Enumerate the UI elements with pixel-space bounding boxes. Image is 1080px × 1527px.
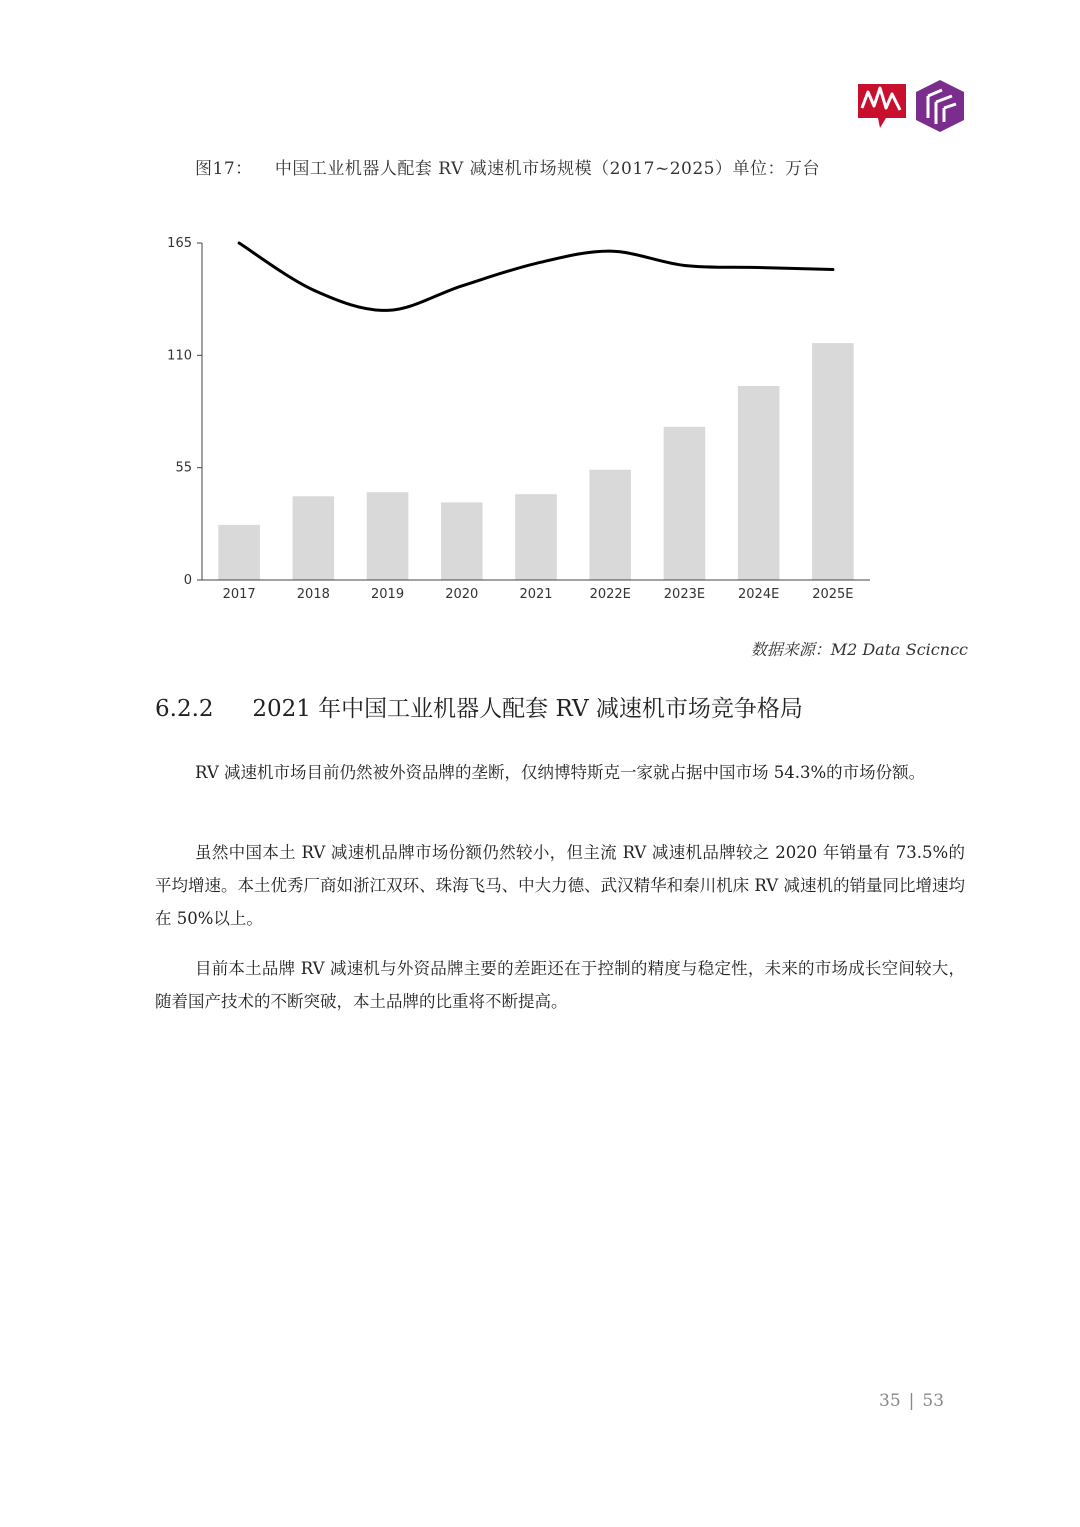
y-tick-label-110: 110: [167, 348, 192, 364]
market-size-chart: [150, 222, 890, 612]
y-tick-label-55: 55: [175, 460, 192, 476]
x-tick-label-2023E: 2023E: [663, 587, 706, 602]
purple-logo-mark-icon: [916, 80, 964, 132]
y-tick-label-0: 0: [183, 573, 192, 588]
paragraph-2: 虽然中国本土 RV 减速机品牌市场份额仍然较小，但主流 RV 减速机品牌较之 2020 年销量有 73.5%的平均增速。本土优秀厂商如浙江双环、珠海飞马、中大力德、武汉精华和秦川机床 RV 减速机的销量同比增速均在 50%以上。: [155, 843, 965, 928]
x-tick-label-2025E: 2025E: [812, 587, 854, 602]
current-page: 35: [879, 1391, 901, 1411]
bar-2024E: [738, 386, 780, 580]
x-tick-label-2017: 2017: [222, 587, 256, 602]
figure-label: 图17：: [195, 159, 253, 179]
bar-2025E: [812, 343, 854, 580]
chart-svg: [150, 222, 890, 612]
total-pages: 53: [922, 1391, 945, 1411]
x-tick-label-2021: 2021: [519, 587, 553, 602]
x-tick-label-2018: 2018: [296, 587, 330, 602]
paragraph-3: 目前本土品牌 RV 减速机与外资品牌主要的差距还在于控制的精度与稳定性，未来的市场成长空间较大，随着国产技术的不断突破，本土品牌的比重将不断提高。: [155, 959, 965, 1011]
y-tick-label-165: 165: [167, 236, 192, 251]
bar-2021: [515, 494, 557, 580]
data-source: 数据来源：M2 Data Scicncc: [750, 640, 968, 659]
bar-2019: [367, 492, 409, 580]
bar-2023E: [664, 427, 706, 580]
figure-caption: [195, 154, 820, 179]
x-tick-label-2019: 2019: [371, 587, 405, 602]
bar-2018: [293, 496, 335, 580]
bar-2022E: [589, 470, 631, 580]
section-heading: [155, 690, 803, 723]
figure-title: 中国工业机器人配套 RV 减速机市场规模（2017~2025）单位：万台: [274, 159, 820, 179]
x-tick-label-2020: 2020: [445, 587, 479, 602]
bar-2020: [441, 502, 483, 580]
bar-2017: [218, 525, 260, 580]
section-title: 2021 年中国工业机器人配套 RV 减速机市场竞争格局: [252, 696, 803, 722]
paragraph-1: RV 减速机市场目前仍然被外资品牌的垄断，仅纳博特斯克一家就占据中国市场 54.3%的市场份额。: [195, 763, 926, 782]
page-separator: |: [908, 1391, 915, 1411]
report-logo: [856, 78, 968, 134]
page-number: [879, 1391, 944, 1411]
x-tick-label-2022E: 2022E: [589, 587, 631, 602]
trend-line: [239, 243, 833, 310]
red-logo-mark-icon: [858, 84, 906, 128]
x-tick-label-2024E: 2024E: [738, 587, 780, 602]
section-number: 6.2.2: [155, 696, 214, 722]
